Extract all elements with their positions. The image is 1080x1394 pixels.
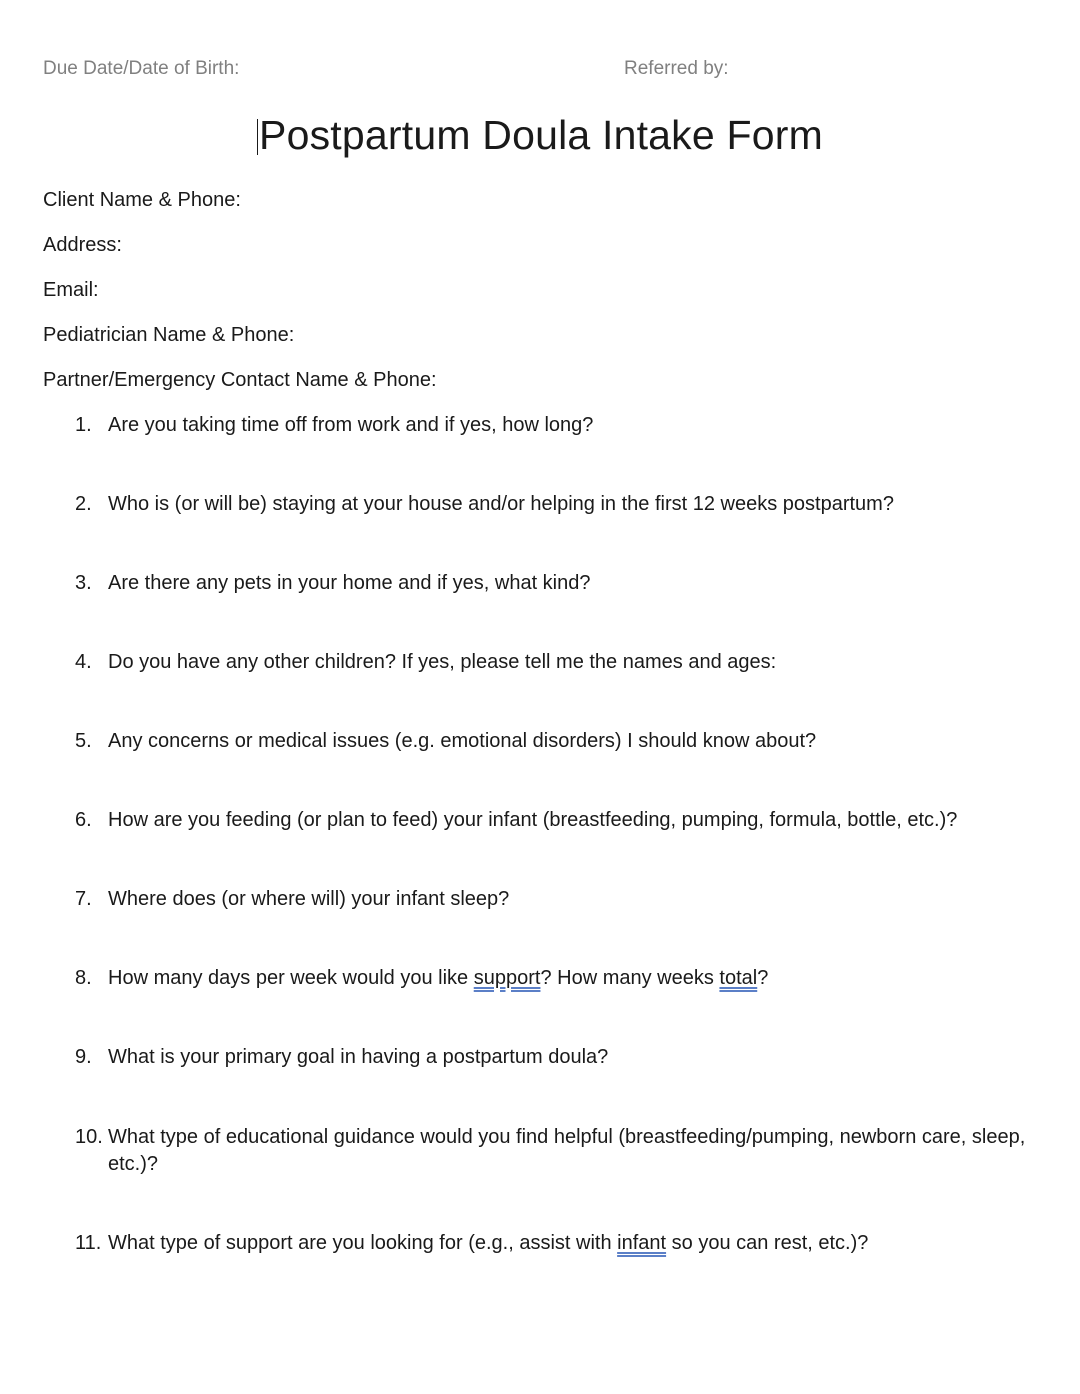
spellcheck-flag[interactable]: support [473,967,541,989]
page-title[interactable] [0,112,1080,159]
question-number: 9. [75,1046,92,1068]
field-emergency-contact[interactable]: Partner/Emergency Contact Name & Phone: [43,369,437,391]
question-text [108,965,1035,992]
question-number: 11. [75,1232,102,1254]
question-text-part: ? How many weeks [540,967,720,989]
question-1[interactable] [75,412,1035,439]
question-number: 2. [75,493,92,515]
question-8[interactable] [75,965,1035,992]
question-11[interactable] [75,1230,1035,1257]
contact-fields [43,186,437,411]
field-address[interactable]: Address: [43,234,122,256]
question-number: 3. [75,572,92,594]
page-title-text: Postpartum Doula Intake Form [259,112,823,158]
question-text: Any concerns or medical issues (e.g. emotional disorders) I should know about? [108,730,817,752]
due-date-label: Due Date/Date of Birth: [43,58,240,79]
question-text: Are you taking time off from work and if yes, how long? [108,414,594,436]
question-9[interactable] [75,1044,1035,1071]
question-number: 10. [75,1126,103,1148]
question-4[interactable] [75,649,1035,676]
question-6[interactable] [75,807,1035,834]
question-text: How are you feeding (or plan to feed) your infant (breastfeeding, pumping, formula, bottle, etc.)? [108,809,958,831]
question-text: What type of educational guidance would you find helpful (breastfeeding/pumping, newborn care, sleep, etc.)? [108,1126,1026,1175]
question-text: Where does (or where will) your infant sleep? [108,888,510,910]
referred-by-label: Referred by: [624,58,729,79]
text-cursor [257,119,258,155]
question-number: 1. [75,414,92,436]
question-text-part: How many days per week would you like [108,967,474,989]
question-number: 4. [75,651,92,673]
question-10[interactable] [75,1124,1035,1178]
question-number: 8. [75,967,92,989]
question-2[interactable] [75,491,1035,518]
field-pediatrician[interactable]: Pediatrician Name & Phone: [43,324,295,346]
question-text-part: What type of support are you looking for (e.g., assist with [108,1232,618,1254]
question-number: 7. [75,888,92,910]
spellcheck-flag[interactable]: total [719,967,758,989]
question-3[interactable] [75,570,1035,597]
question-5[interactable] [75,728,1035,755]
field-client-name-phone[interactable]: Client Name & Phone: [43,189,241,211]
question-text: Are there any pets in your home and if yes, what kind? [108,572,591,594]
question-text-part: so you can rest, etc.)? [666,1232,869,1254]
field-email[interactable]: Email: [43,279,99,301]
header-row [43,58,1033,86]
question-number: 5. [75,730,92,752]
question-text-part: ? [757,967,769,989]
question-text: Do you have any other children? If yes, please tell me the names and ages: [108,651,777,673]
spellcheck-flag[interactable]: infant [617,1232,667,1254]
question-text [108,1230,1035,1257]
question-number: 6. [75,809,92,831]
question-text: What is your primary goal in having a postpartum doula? [108,1046,609,1068]
question-text: Who is (or will be) staying at your house and/or helping in the first 12 weeks postpartum? [108,493,894,515]
question-7[interactable] [75,886,1035,913]
